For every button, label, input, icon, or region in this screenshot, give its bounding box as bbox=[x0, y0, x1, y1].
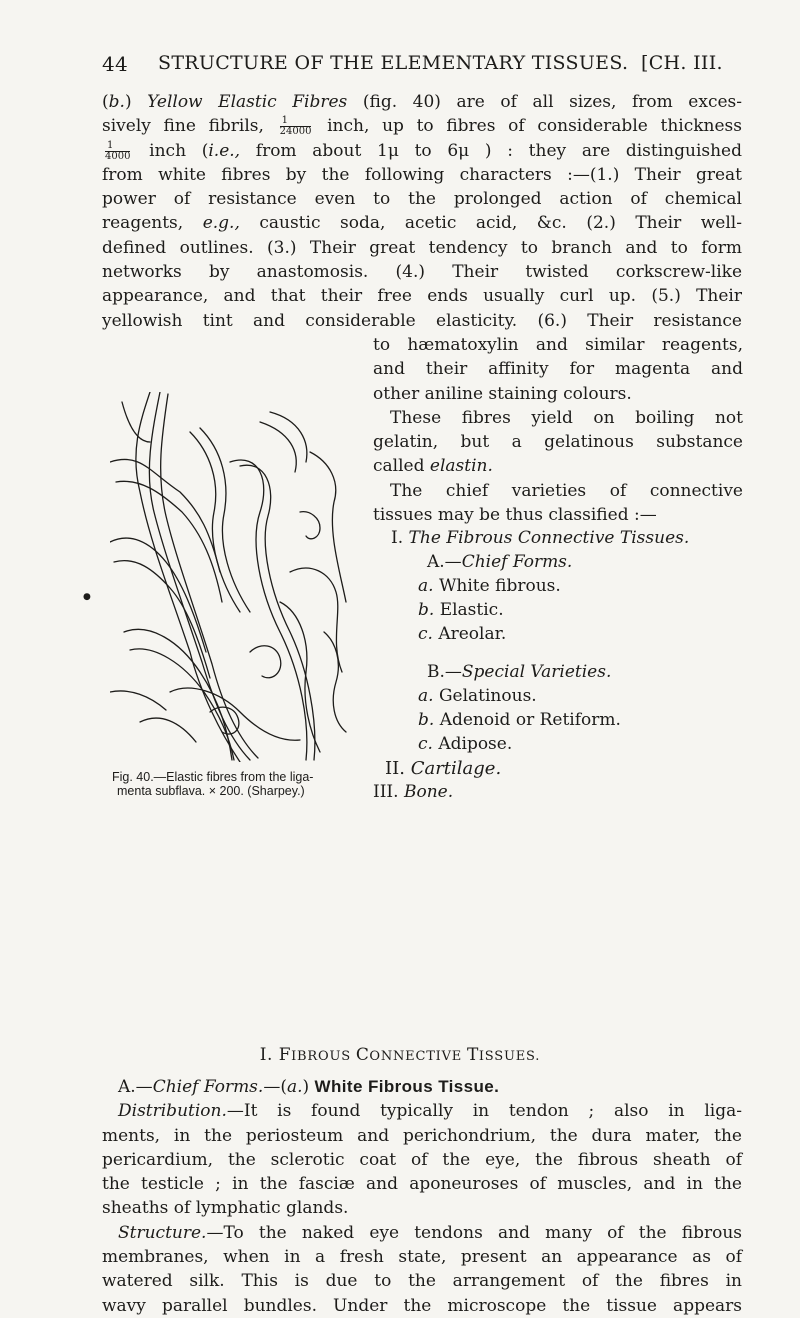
margin-mark: ● bbox=[83, 592, 91, 602]
fraction: $\frac{1}{4000}$ bbox=[105, 139, 131, 162]
text-line: $\frac{1}{4000}$ inch (i.e., from about 1μ to 6μ ) : they are distinguished bbox=[105, 139, 742, 162]
text-line: ments, in the periosteum and perichondrium, the dura mater, the bbox=[102, 1125, 742, 1146]
section-heading: I. FIBROUS CONNECTIVE TISSUES. bbox=[259, 1045, 541, 1065]
class-I-B: B.—Special Varieties. bbox=[427, 662, 612, 682]
text-line: from white fibres by the following characters :—(1.) Their great bbox=[102, 164, 742, 185]
list-item: a. White fibrous. bbox=[418, 576, 561, 596]
running-header bbox=[102, 52, 742, 78]
text-line: pericardium, the sclerotic coat of the eye, the fibrous sheath of bbox=[102, 1149, 742, 1170]
text-line: A.—Chief Forms.—(a.) White Fibrous Tissue. bbox=[118, 1077, 500, 1097]
text-line: networks by anastomosis. (4.) Their twisted corkscrew-like bbox=[102, 262, 742, 283]
class-I-A: A.—Chief Forms. bbox=[427, 552, 573, 572]
text-line: yellowish tint and considerable elasticity. (6.) Their resistance bbox=[102, 310, 742, 331]
list-item: c. Areolar. bbox=[418, 624, 507, 644]
text-line: and their affinity for magenta and bbox=[373, 359, 743, 380]
list-item: b. Adenoid or Retiform. bbox=[418, 710, 621, 730]
text-line: other aniline staining colours. bbox=[373, 383, 632, 404]
text-line: tissues may be thus classified :— bbox=[373, 505, 657, 526]
text-line: wavy parallel bundles. Under the microscope the tissue appears bbox=[102, 1295, 742, 1316]
caption-line: Fig. 40.—Elastic fibres from the liga- bbox=[112, 770, 314, 784]
caption-line: menta subflava. × 200. (Sharpey.) bbox=[117, 784, 305, 798]
running-title: STRUCTURE OF THE ELEMENTARY TISSUES. [CH. III. bbox=[158, 52, 723, 74]
text-line: Distribution.—It is found typically in tendon ; also in liga- bbox=[118, 1101, 742, 1122]
paragraph-white-fibrous bbox=[102, 1075, 742, 1318]
text-line: reagents, e.g., caustic soda, acetic acid, &c. (2.) Their well- bbox=[102, 213, 742, 234]
text-line: sively fine fibrils, $\frac{1}{24000}$ inch, up to fibres of considerable thickness bbox=[102, 115, 742, 138]
text-line: membranes, when in a fresh state, present an appearance as of bbox=[102, 1247, 742, 1268]
text-line: defined outlines. (3.) Their great tendency to branch and to form bbox=[102, 237, 742, 258]
paragraph-yellow-elastic-fibres bbox=[102, 90, 742, 333]
elastic-fibres-illustration bbox=[110, 392, 350, 762]
list-item: a. Gelatinous. bbox=[418, 686, 537, 706]
page-number: 44 bbox=[102, 52, 129, 76]
fraction: $\frac{1}{24000}$ bbox=[279, 115, 312, 138]
class-I: I. The Fibrous Connective Tissues. bbox=[391, 528, 690, 548]
text-line: power of resistance even to the prolonged action of chemical bbox=[102, 189, 742, 210]
text-line: (b.) Yellow Elastic Fibres (fig. 40) are of all sizes, from exces- bbox=[102, 92, 742, 112]
text-line: gelatin, but a gelatinous substance bbox=[373, 432, 743, 453]
text-line: called elastin. bbox=[373, 456, 493, 477]
text-line: Structure.—To the naked eye tendons and many of the fibrous bbox=[118, 1222, 742, 1243]
text-line: These fibres yield on boiling not bbox=[390, 407, 743, 428]
list-item: c. Adipose. bbox=[418, 734, 513, 754]
text-line: The chief varieties of connective bbox=[390, 480, 743, 501]
class-II: II. Cartilage. bbox=[385, 758, 502, 779]
side-column-text bbox=[373, 333, 743, 527]
text-line: appearance, and that their free ends usually curl up. (5.) Their bbox=[102, 286, 742, 307]
text-line: sheaths of lymphatic glands. bbox=[102, 1198, 349, 1219]
text-line: watered silk. This is due to the arrangement of the fibres in bbox=[102, 1271, 742, 1292]
text-line: to hæmatoxylin and similar reagents, bbox=[373, 335, 743, 355]
text-line: the testicle ; in the fasciæ and aponeuroses of muscles, and in the bbox=[102, 1174, 742, 1195]
list-item: b. Elastic. bbox=[418, 600, 504, 620]
figure-elastic-fibres bbox=[110, 392, 350, 762]
class-III: III. Bone. bbox=[373, 782, 454, 802]
figure-caption bbox=[112, 770, 362, 798]
classification-list bbox=[373, 527, 689, 805]
